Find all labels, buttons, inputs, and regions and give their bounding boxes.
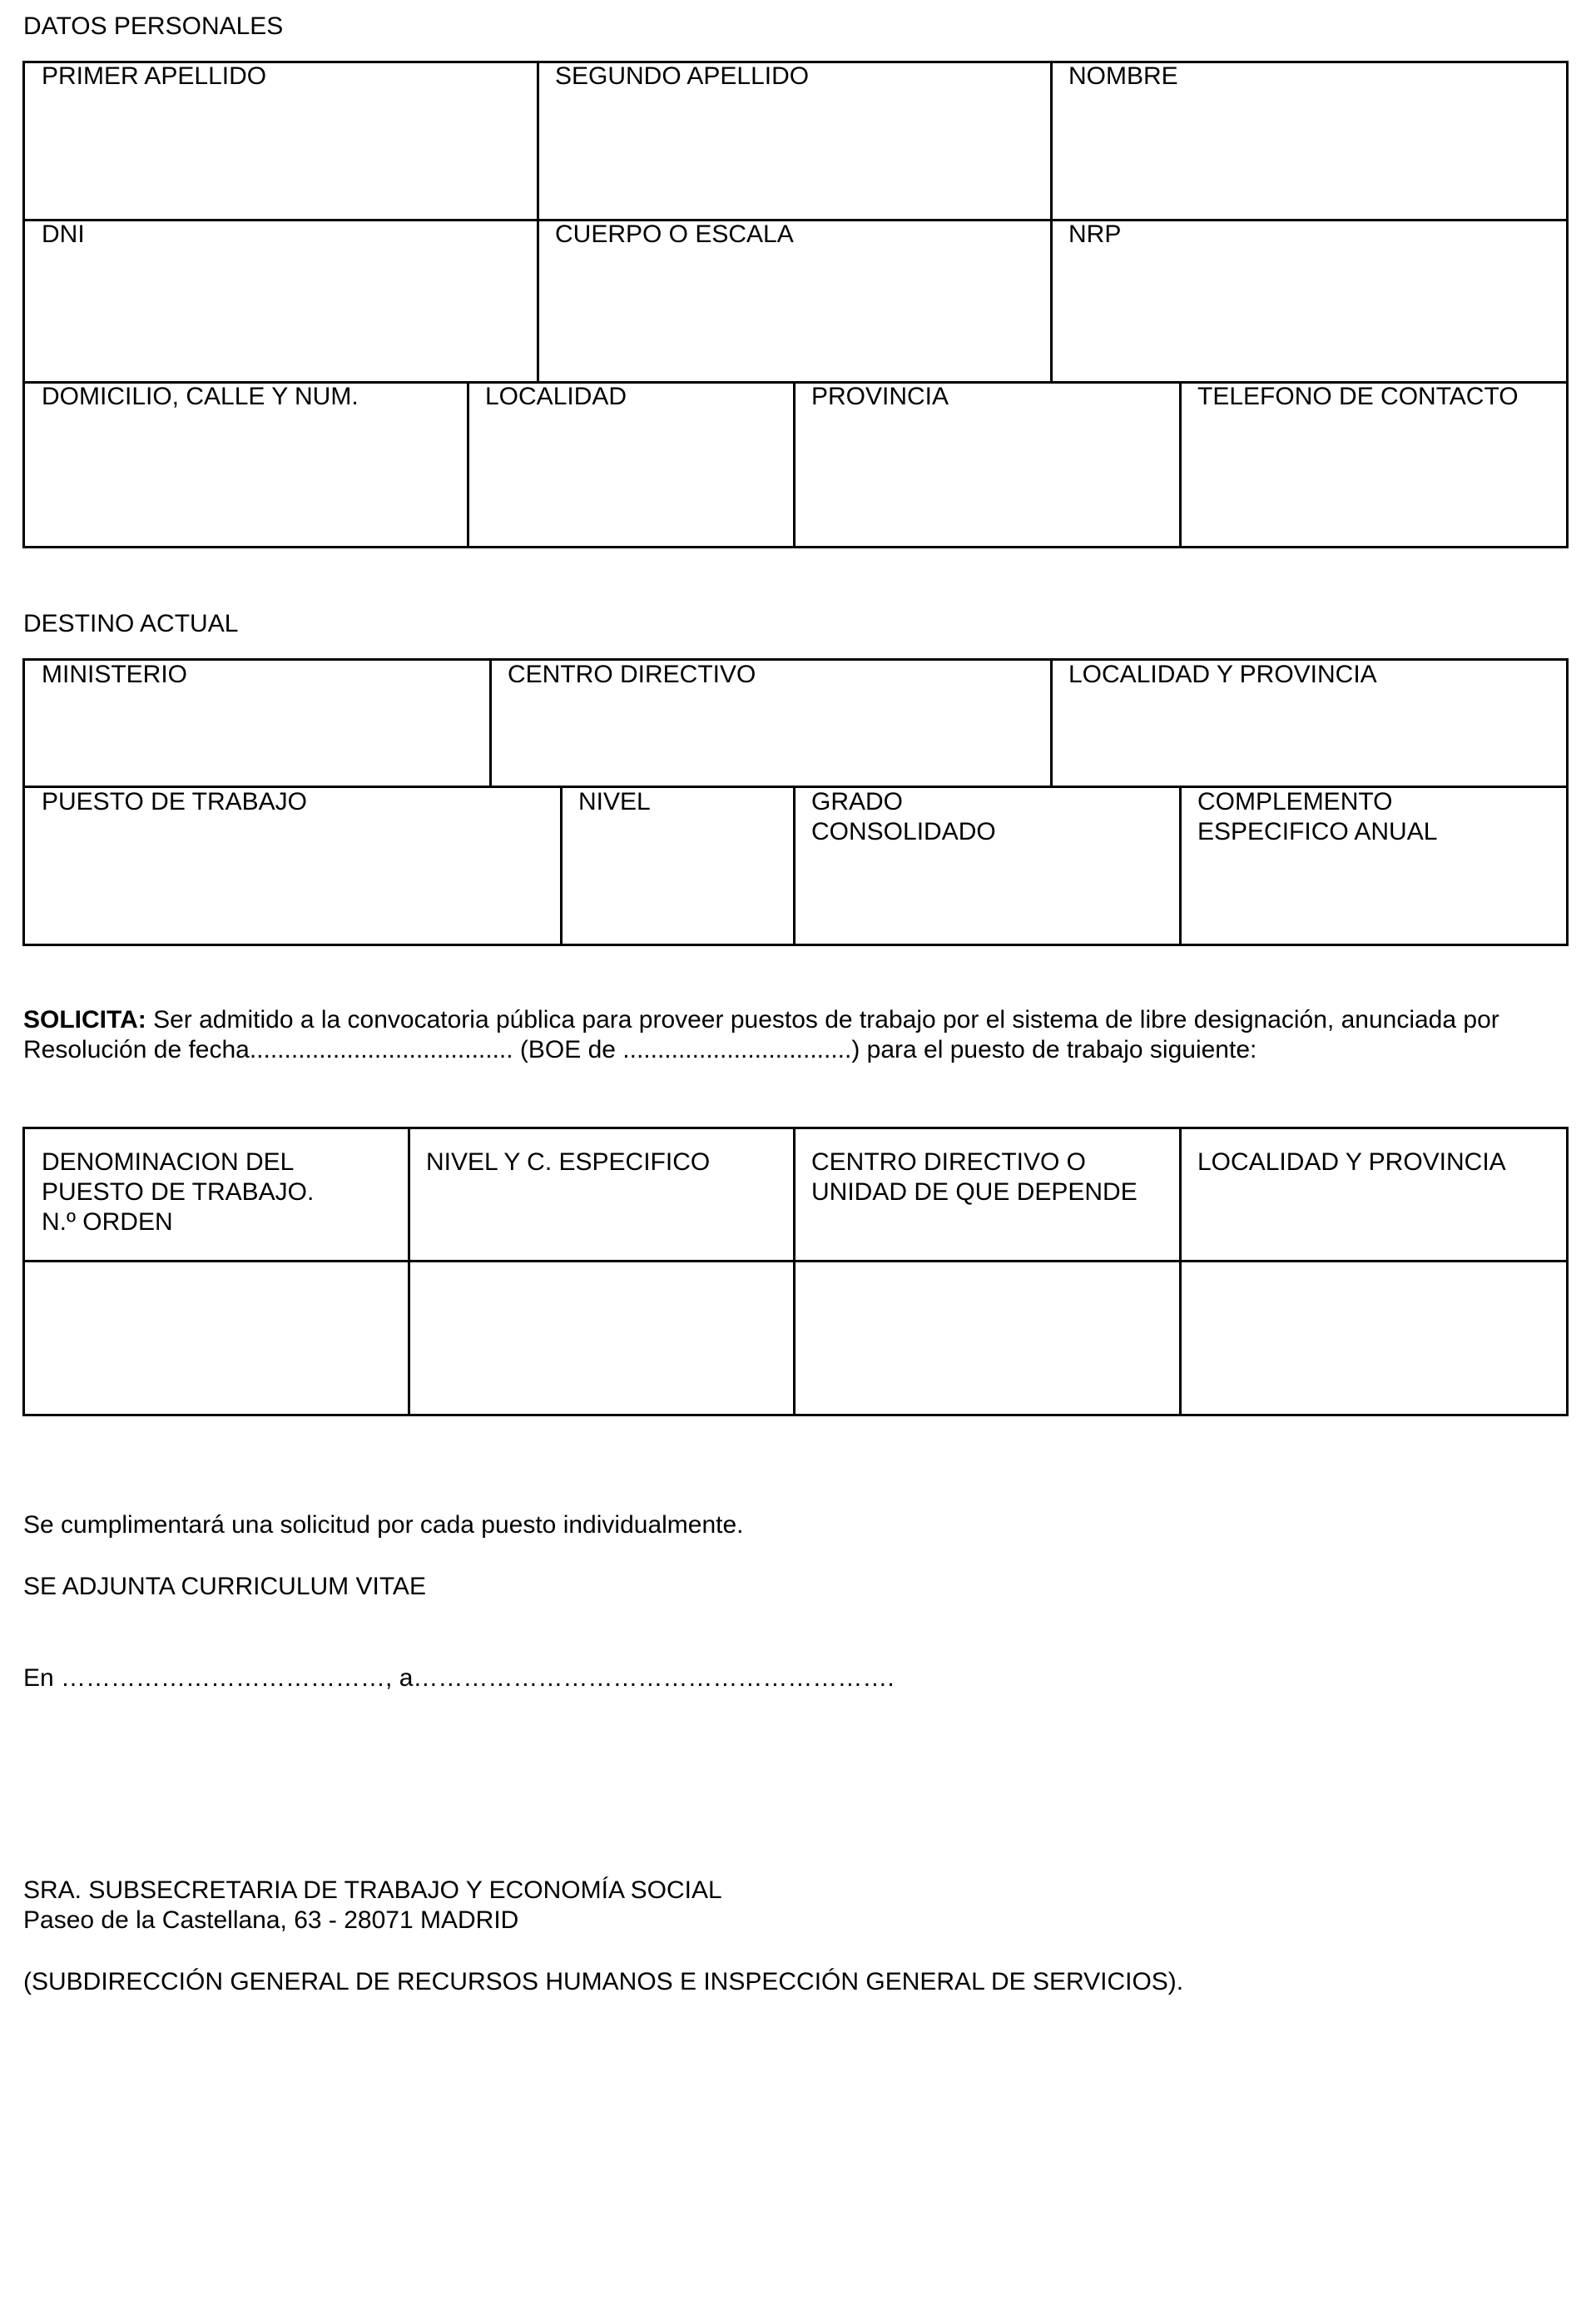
input-cell-nivel-especifico[interactable]	[410, 1262, 793, 1414]
input-cell-localidad-provincia[interactable]	[1182, 1262, 1566, 1414]
recipient-address: Paseo de la Castellana, 63 - 28071 MADRID	[23, 1906, 519, 1934]
field-dni: DNI	[42, 221, 85, 248]
field-localidad-provincia: LOCALIDAD Y PROVINCIA	[1068, 661, 1377, 688]
field-provincia: PROVINCIA	[811, 383, 949, 410]
field-ministerio: MINISTERIO	[42, 661, 188, 688]
recipient-name: SRA. SUBSECRETARIA DE TRABAJO Y ECONOMÍA SOCIAL	[23, 1876, 722, 1904]
field-centro-directivo: CENTRO DIRECTIVO	[508, 661, 756, 688]
header-localidad-provincia: LOCALIDAD Y PROVINCIA	[1197, 1148, 1506, 1176]
solicita-label: SOLICITA:	[23, 1006, 146, 1034]
solicita-text: Ser admitido a la convocatoria pública para proveer puestos de trabajo por el sistema de libre designación, anunciada por	[146, 1006, 1499, 1034]
field-nivel: NIVEL	[578, 788, 651, 815]
field-domicilio: DOMICILIO, CALLE Y NUM.	[42, 383, 359, 410]
section-title-destino-actual: DESTINO ACTUAL	[23, 610, 239, 637]
section-title-datos-personales: DATOS PERSONALES	[23, 12, 284, 40]
header-centro-directivo: CENTRO DIRECTIVO O UNIDAD DE QUE DEPENDE	[811, 1148, 1138, 1206]
solicita-paragraph	[23, 1005, 1596, 1035]
field-nrp: NRP	[1068, 221, 1122, 248]
header-nivel-especifico: NIVEL Y C. ESPECIFICO	[426, 1148, 711, 1176]
note-curriculum: SE ADJUNTA CURRICULUM VITAE	[23, 1573, 426, 1600]
input-cell-centro-directivo[interactable]	[796, 1262, 1179, 1414]
field-grado-consolidado: GRADO CONSOLIDADO	[811, 788, 996, 845]
field-puesto-trabajo: PUESTO DE TRABAJO	[42, 788, 307, 815]
header-denominacion: DENOMINACION DEL PUESTO DE TRABAJO. N.º ORDEN	[42, 1148, 315, 1236]
field-segundo-apellido: SEGUNDO APELLIDO	[555, 62, 810, 90]
field-complemento-especifico: COMPLEMENTO ESPECIFICO ANUAL	[1197, 788, 1438, 845]
field-nombre: NOMBRE	[1068, 62, 1178, 90]
solicita-line2: Resolución de fecha...................................... (BOE de .................................) para el puesto de trabajo siguiente:	[23, 1036, 1257, 1063]
field-telefono: TELEFONO DE CONTACTO	[1197, 383, 1519, 410]
field-cuerpo-escala: CUERPO O ESCALA	[555, 221, 794, 248]
field-primer-apellido: PRIMER APELLIDO	[42, 62, 267, 90]
note-individual: Se cumplimentará una solicitud por cada puesto individualmente.	[23, 1511, 744, 1539]
recipient-department: (SUBDIRECCIÓN GENERAL DE RECURSOS HUMANOS E INSPECCIÓN GENERAL DE SERVICIOS).	[23, 1968, 1184, 1995]
place-date-line: En …………………………………, a………………………………………………….	[23, 1664, 895, 1692]
field-localidad: LOCALIDAD	[485, 383, 627, 410]
input-cell-denominacion[interactable]	[25, 1262, 408, 1414]
